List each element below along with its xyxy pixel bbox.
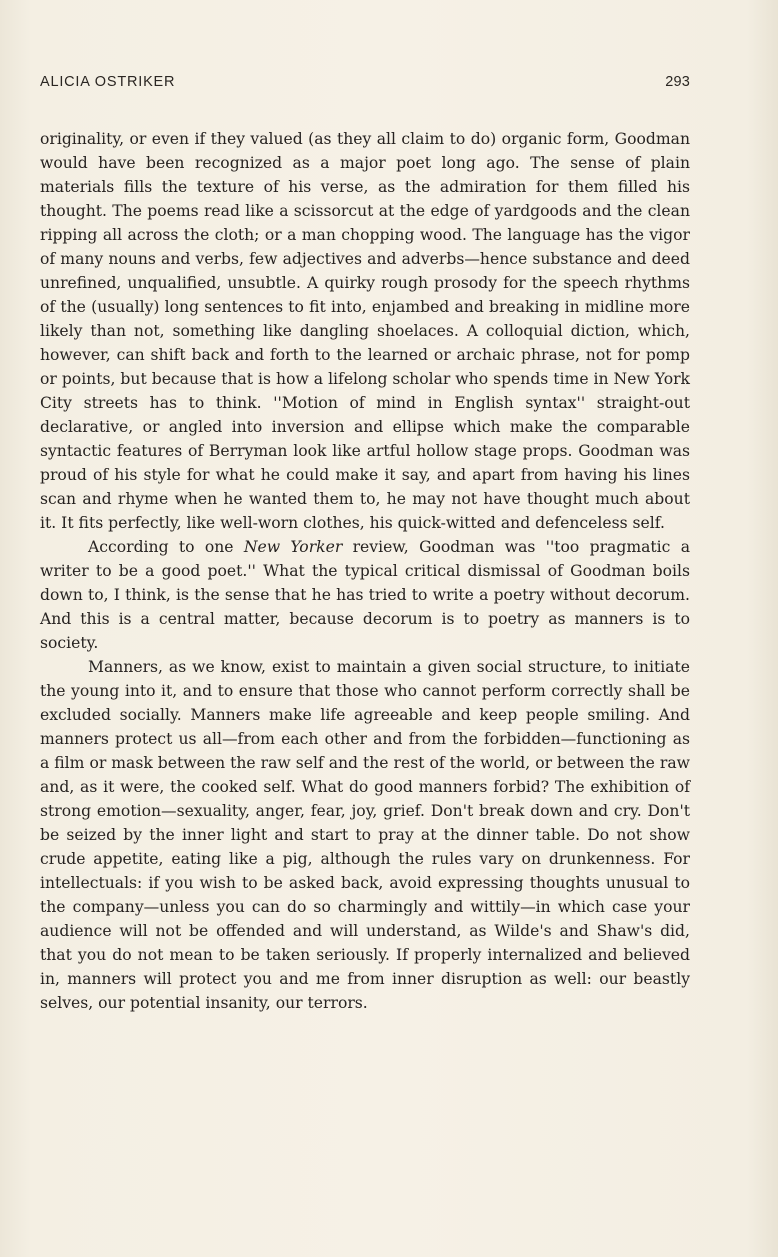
- paragraph-manners: Manners, as we know, exist to maintain a given social structure, to initiate the young into it, and to ensure that those who cannot perform correctly shall be excluded socially. Manners make life agreeable and keep people smiling. And manners protect us all—from each other and from the forbidden—functioning as a film or mask between the raw self and the rest of the world, or between the raw and, as it were, the cooked self. What do good manners forbid? The exhibition of strong emotion—sexuality, anger, fear, joy, grief. Don't break down and cry. Don't be seized by the inner light and start to pray at the dinner table. Do not show crude appetite, eating like a pig, although the rules vary on drunkenness. For intellectuals: if you wish to be asked back, avoid expressing thoughts unusual to the company—unless you can do so charmingly and wittily—in which case your audience will not be offended and will understand, as Wilde's and Shaw's did, that you do not mean to be taken seriously. If properly internalized and believed in, manners will protect you and me from inner disruption as well: our beastly selves, our potential insanity, our terrors.: [40, 658, 690, 1012]
- paragraph-text: review, Goodman was ''too pragmatic a writer to be a good poet.'' What the typical critical dismissal of Goodman boils down to, I think, is the sense that he has tried to write a poetry without decorum. And this is a central matter, because decorum is to poetry as manners is to society.: [40, 538, 691, 652]
- body-text: [40, 127, 690, 1015]
- page-number: 293: [665, 74, 690, 90]
- paragraph-continuation: originality, or even if they valued (as they all claim to do) organic form, Goodman would have been recognized as a major poet long ago. The sense of plain materials fills the texture of his verse, as the admiration for them filled his thought. The poems read like a scissorcut at the edge of yardgoods and the clean ripping all across the cloth; or a man chopping wood. The language has the vigor of many nouns and verbs, few adjectives and adverbs—hence substance and deed unrefined, unqualified, unsubtle. A quirky rough prosody for the speech rhythms of the (usually) long sentences to fit into, enjambed and breaking in midline more likely than not, something like dangling shoelaces. A colloquial diction, which, however, can shift back and forth to the learned or archaic phrase, not for pomp or points, but because that is how a lifelong scholar who spends time in New York City streets has to think. ''Motion of mind in English syntax'' straight-out declarative, or angled into inversion and ellipse which make the comparable syntactic features of Berryman look like artful hollow stage props. Goodman was proud of his style for what he could make it say, and apart from having his lines scan and rhyme when he wanted them to, he may not have thought much about it. It fits perfectly, like well-worn clothes, his quick-witted and defenceless self.: [40, 130, 690, 532]
- paragraph-new-yorker: [40, 535, 690, 655]
- running-head: [40, 74, 690, 98]
- paragraph-text: According to one: [88, 538, 244, 556]
- running-head-author: ALICIA OSTRIKER: [40, 74, 176, 90]
- magazine-title: New Yorker: [243, 538, 343, 556]
